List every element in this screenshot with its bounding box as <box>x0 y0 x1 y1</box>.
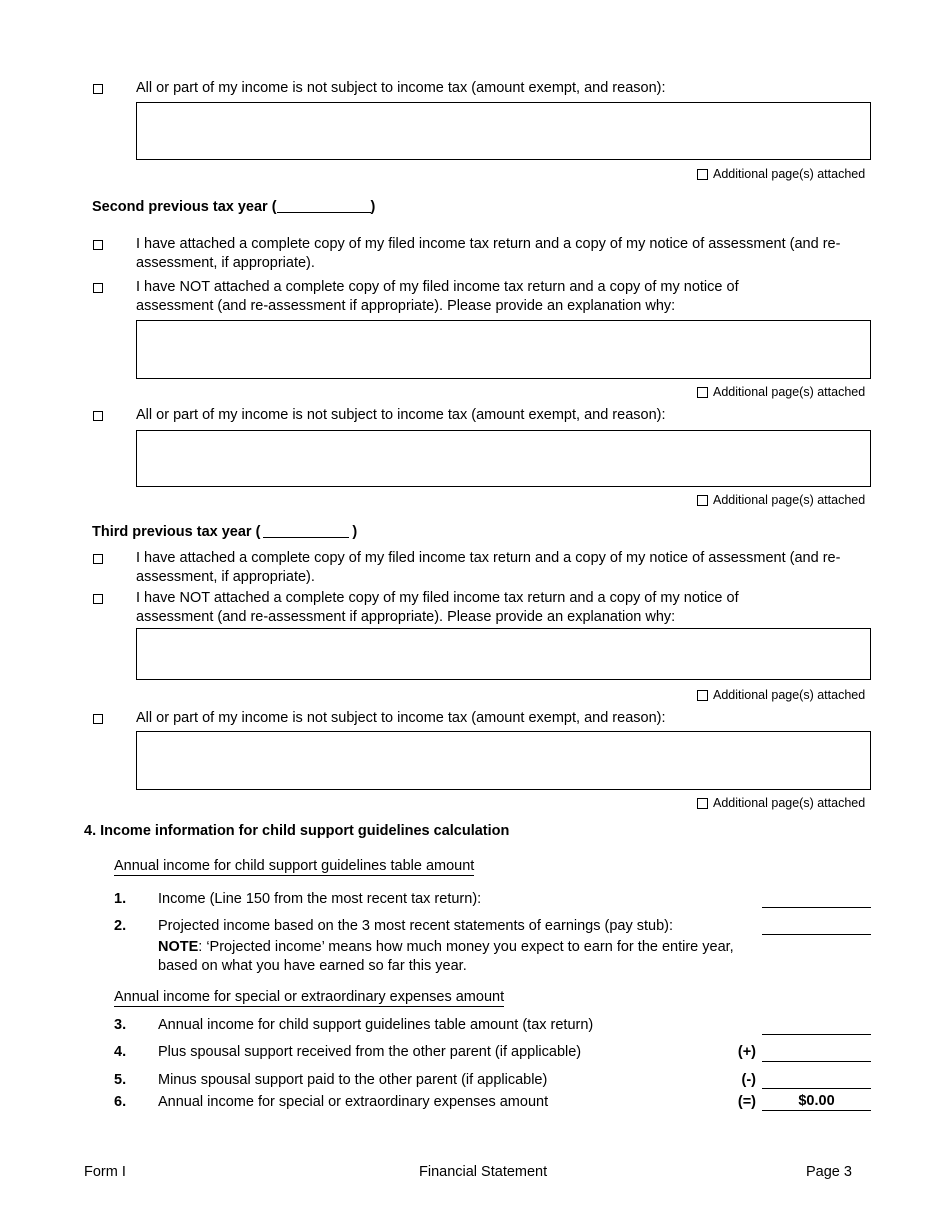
third-explanation-box[interactable] <box>136 628 871 680</box>
note-label: NOTE <box>158 939 199 955</box>
exempt-explanation-box-first[interactable] <box>136 102 871 160</box>
item-2-text: Projected income based on the 3 most recent statements of earnings (pay stub): <box>158 918 674 934</box>
item-1-field[interactable] <box>762 893 871 908</box>
second-explanation-box[interactable] <box>136 320 871 379</box>
attach-second-2[interactable] <box>697 493 865 507</box>
third-exempt-text: All or part of my income is not subject to income tax (amount exempt, and reason): <box>136 710 666 726</box>
item-4-sign: (+) <box>737 1044 756 1060</box>
item-1-num: 1. <box>114 891 127 907</box>
item-5-field[interactable] <box>762 1074 871 1089</box>
attach-label: Additional page(s) attached <box>713 688 866 702</box>
attach-checkbox[interactable] <box>697 495 708 506</box>
attach-label: Additional page(s) attached <box>713 167 866 181</box>
attach-label: Additional page(s) attached <box>713 796 866 810</box>
item-6-total: $0.00 <box>762 1093 871 1111</box>
item-6-num: 6. <box>114 1094 127 1110</box>
footer-form: Form I <box>84 1164 126 1180</box>
item-3-num: 3. <box>114 1017 127 1033</box>
second-year-suffix: ) <box>370 199 376 215</box>
attach-checkbox[interactable] <box>697 690 708 701</box>
item-3-text: Annual income for child support guidelines table amount (tax return) <box>158 1017 594 1033</box>
attach-label: Additional page(s) attached <box>713 385 866 399</box>
attach-second-1[interactable] <box>697 385 865 399</box>
third-year-label: Third previous tax year ( <box>92 524 261 540</box>
section4-sub1: Annual income for child support guidelines table amount <box>114 858 475 874</box>
second-exempt-text: All or part of my income is not subject to income tax (amount exempt, and reason): <box>136 407 666 423</box>
item-2-field[interactable] <box>762 920 871 935</box>
section4-title: 4. Income information for child support guidelines calculation <box>84 823 510 839</box>
item-4-num: 4. <box>114 1044 127 1060</box>
exempt-checkbox-first[interactable] <box>93 84 103 94</box>
item-6-sign: (=) <box>737 1094 756 1110</box>
attach-checkbox[interactable] <box>697 387 708 398</box>
second-attached-checkbox[interactable] <box>93 240 103 250</box>
second-year-input[interactable] <box>277 198 371 213</box>
item-1-text: Income (Line 150 from the most recent tax return): <box>158 891 482 907</box>
attach-label: Additional page(s) attached <box>713 493 866 507</box>
item-2-num: 2. <box>114 918 127 934</box>
second-year-label: Second previous tax year ( <box>92 199 277 215</box>
attach-first[interactable] <box>697 167 865 181</box>
third-exempt-box[interactable] <box>136 731 871 790</box>
item-4-text: Plus spousal support received from the other parent (if applicable) <box>158 1044 582 1060</box>
second-attached-text: I have attached a complete copy of my filed income tax return and a copy of my notice of assessment (and re-assessment, if appropriate). <box>136 236 841 271</box>
third-exempt-checkbox[interactable] <box>93 714 103 724</box>
third-not-attached-text: I have NOT attached a complete copy of my filed income tax return and a copy of my notice of assessment (and re-assessment if appropriate). Please provide an explanation why: <box>136 590 739 625</box>
item-6-text: Annual income for special or extraordinary expenses amount <box>158 1094 549 1110</box>
note <box>158 938 748 976</box>
footer-page: Page 3 <box>806 1164 852 1180</box>
attach-checkbox[interactable] <box>697 169 708 180</box>
third-year-heading <box>92 523 357 540</box>
second-exempt-checkbox[interactable] <box>93 411 103 421</box>
third-year-suffix: ) <box>352 524 358 540</box>
section4-sub2: Annual income for special or extraordinary expenses amount <box>114 989 505 1005</box>
item-5-sign: (-) <box>741 1072 756 1088</box>
item-5-text: Minus spousal support paid to the other parent (if applicable) <box>158 1072 548 1088</box>
attach-third-1[interactable] <box>697 688 865 702</box>
attach-third-2[interactable] <box>697 796 865 810</box>
third-not-attached-checkbox[interactable] <box>93 594 103 604</box>
attach-checkbox[interactable] <box>697 798 708 809</box>
second-not-attached-checkbox[interactable] <box>93 283 103 293</box>
footer-title: Financial Statement <box>419 1164 548 1180</box>
third-attached-checkbox[interactable] <box>93 554 103 564</box>
third-year-input[interactable] <box>263 523 349 538</box>
second-year-heading <box>92 198 375 215</box>
exempt-text: All or part of my income is not subject to income tax (amount exempt, and reason): <box>136 80 666 96</box>
third-attached-text: I have attached a complete copy of my filed income tax return and a copy of my notice of assessment (and re-assessment, if appropriate). <box>136 550 841 585</box>
note-text: : ‘Projected income’ means how much money you expect to earn for the entire year, based on what you have earned so far this year. <box>158 939 734 974</box>
second-exempt-box[interactable] <box>136 430 871 487</box>
second-not-attached-text: I have NOT attached a complete copy of my filed income tax return and a copy of my notice of assessment (and re-assessment if appropriate). Please provide an explanation why: <box>136 279 739 314</box>
item-5-num: 5. <box>114 1072 127 1088</box>
item-3-field[interactable] <box>762 1020 871 1035</box>
item-4-field[interactable] <box>762 1047 871 1062</box>
